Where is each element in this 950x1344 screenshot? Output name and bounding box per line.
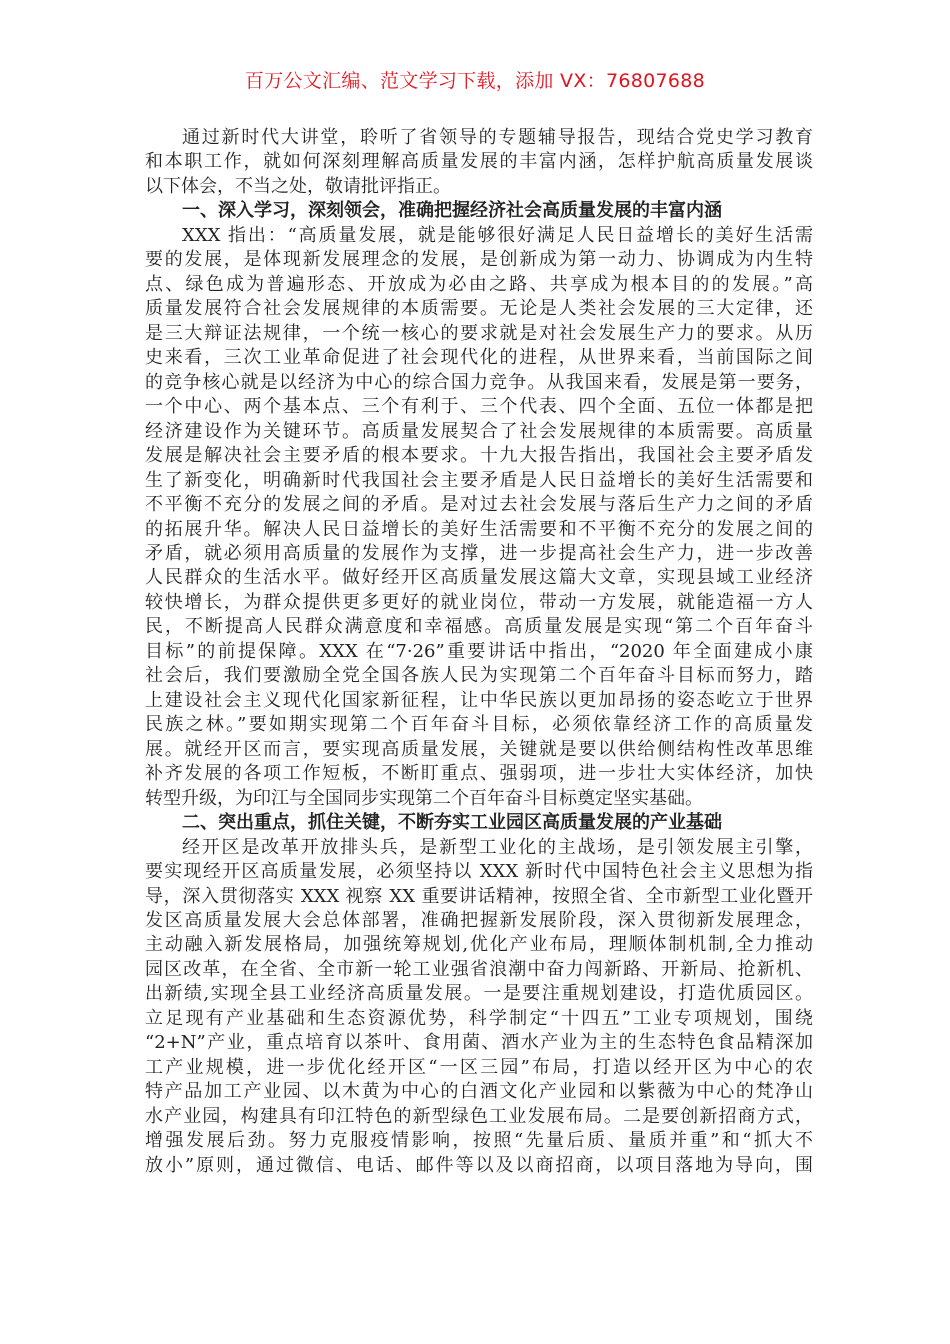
text-line: 和本职工作，就如何深刻理解高质量发展的丰富内涵，怎样护航高质量发展谈 <box>145 151 813 173</box>
section-2-paragraph <box>145 836 813 1179</box>
text-line: “2+N”产业，重点培育以茶叶、食用菌、酒水产业为主的生态特色食品精深加 <box>145 1032 813 1054</box>
text-line: 增强发展后劲。努力克服疫情影响，按照“先量后质、量质并重”和“抓大不 <box>145 1130 813 1152</box>
text-line: 要实现经开区高质量发展，必须坚持以 XXX 新时代中国特色社会主义思想为指 <box>145 861 813 883</box>
text-line: 民族之林。”要如期实现第二个百年奋斗目标，必须依靠经济工作的高质量发 <box>145 714 813 736</box>
heading-text: 二、突出重点，抓住关键，不断夯实工业园区高质量发展的产业基础 <box>182 812 722 834</box>
text-line: 通过新时代大讲堂，聆听了省领导的专题辅导报告，现结合党史学习教育 <box>182 127 813 148</box>
text-line: 一个中心、两个基本点、三个有利于、三个代表、四个全面、五位一体都是把 <box>145 396 813 418</box>
section-heading-2 <box>145 811 813 835</box>
text-line: 展。就经开区而言，要实现高质量发展，关键就是要以供给侧结构性改革思维 <box>145 738 813 760</box>
text-line: 经济建设作为关键环节。高质量发展契合了社会发展规律的本质需要。高质量 <box>145 420 813 442</box>
text-line: 质量发展符合社会发展规律的本质需要。无论是人类社会发展的三大定律，还 <box>145 298 813 320</box>
text-line: 上建设社会主义现代化国家新征程，让中华民族以更加昂扬的姿态屹立于世界 <box>145 689 813 711</box>
text-line: 生了新变化，明确新时代我国社会主要矛盾是人民日益增长的美好生活需要和 <box>145 469 813 491</box>
text-line: 主动融入新发展格局，加强统筹规划,优化产业布局，理顺体制机制,全力推动 <box>145 934 813 956</box>
text-line: 社会后，我们要激励全党全国各族人民为实现第二个百年奋斗目标而努力，踏 <box>145 665 813 687</box>
text-line: 水产业园，构建具有印江特色的新型绿色工业发展布局。二是要创新招商方式， <box>145 1105 813 1127</box>
text-line: XXX 指出：“高质量发展，就是能够很好满足人民日益增长的美好生活需 <box>182 224 813 246</box>
text-line: 导，深入贯彻落实 XXX 视察 XX 重要讲话精神，按照全省、全市新型工业化暨开 <box>145 885 813 907</box>
document-body <box>145 126 813 1178</box>
text-line: 矛盾，就必须用高质量的发展作为支撑，进一步提高社会生产力，进一步改善 <box>145 542 813 564</box>
text-line: 立足现有产业基础和生态资源优势，科学制定“十四五”工业专项规划，围绕 <box>145 1007 813 1029</box>
text-line: 民，不断提高人民群众满意度和幸福感。高质量发展是实现“第二个百年奋斗 <box>145 616 813 638</box>
text-line: 发展是解决社会主要矛盾的根本要求。十九大报告指出，我国社会主要矛盾发 <box>145 445 813 467</box>
text-line: 史来看，三次工业革命促进了社会现代化的进程，从世界来看，当前国际之间 <box>145 347 813 369</box>
text-line: 较快增长，为群众提供更多更好的就业岗位，带动一方发展，就能造福一方人 <box>145 591 813 613</box>
text-line: 特产品加工产业园、以木黄为中心的白酒文化产业园和以紫薇为中心的梵净山 <box>145 1081 813 1103</box>
intro-paragraph <box>145 126 813 199</box>
text-line: 经开区是改革开放排头兵，是新型工业化的主战场，是引领发展主引擎， <box>182 836 813 858</box>
text-line: 要的发展，是体现新发展理念的发展，是创新成为第一动力、协调成为内生特 <box>145 249 813 271</box>
text-line: 放小”原则，通过微信、电话、邮件等以及以商招商，以项目落地为导向，围 <box>145 1154 813 1176</box>
text-line: 以下体会，不当之处，敬请批评指正。 <box>145 175 451 197</box>
text-line: 不平衡不充分的发展之间的矛盾。是对过去社会发展与落后生产力之间的矛盾 <box>145 494 813 516</box>
text-line: 工产业规模，进一步优化经开区“一区三园”布局，打造以经开区为中心的农 <box>145 1056 813 1078</box>
section-heading-1 <box>145 199 813 223</box>
heading-text: 一、深入学习，深刻领会，准确把握经济社会高质量发展的丰富内涵 <box>182 200 722 222</box>
text-line: 出新绩,实现全县工业经济高质量发展。一是要注重规划建设，打造优质园区。 <box>145 983 813 1005</box>
section-1-paragraph <box>145 224 813 811</box>
text-line: 补齐发展的各项工作短板，不断盯重点、强弱项，进一步壮大实体经济，加快 <box>145 763 813 785</box>
text-line: 目标”的前提保障。XXX 在“7·26”重要讲话中指出，“2020 年全面建成小康 <box>145 640 813 662</box>
text-line: 人民群众的生活水平。做好经开区高质量发展这篇大文章，实现县域工业经济 <box>145 567 813 589</box>
text-line: 的拓展升华。解决人民日益增长的美好生活需要和不平衡不充分的发展之间的 <box>145 518 813 540</box>
text-line: 发区高质量发展大会总体部署，准确把握新发展阶段，深入贯彻新发展理念， <box>145 910 813 931</box>
text-line: 是三大辩证法规律，一个统一核心的要求就是对社会发展生产力的要求。从历 <box>145 322 813 344</box>
text-line: 转型升级，为印江与全国同步实现第二个百年奋斗目标奠定坚实基础。 <box>145 787 703 809</box>
watermark-banner: 百万公文汇编、范文学习下载，添加 VX：76807688 <box>244 70 706 92</box>
text-line: 点、绿色成为普遍形态、开放成为必由之路、共享成为根本目的的发展。”高 <box>145 273 813 295</box>
text-line: 的竞争核心就是以经济为中心的综合国力竞争。从我国来看，发展是第一要务， <box>145 371 813 393</box>
text-line: 园区改革，在全省、全市新一轮工业强省浪潮中奋力闯新路、开新局、抢新机、 <box>145 958 813 980</box>
